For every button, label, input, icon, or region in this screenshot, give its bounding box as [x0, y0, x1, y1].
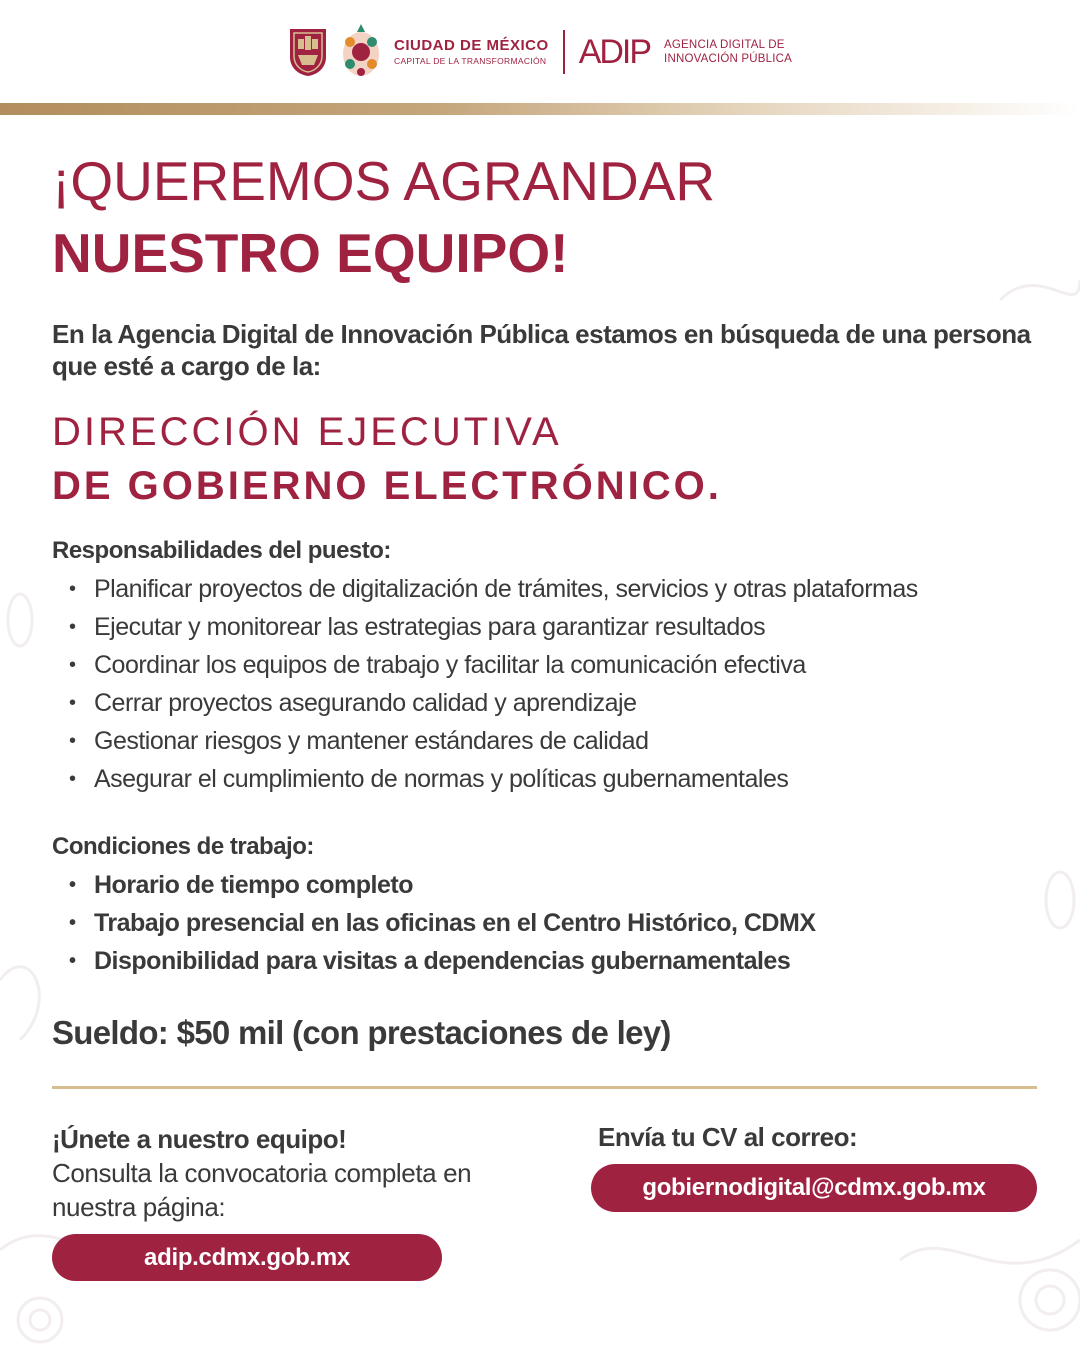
headline-line2: NUESTRO EQUIPO! — [52, 222, 569, 284]
salary-text: Sueldo: $50 mil (con prestaciones de ley) — [52, 1014, 671, 1051]
list-item: • Cerrar proyectos asegurando calidad y aprendizaje — [62, 684, 918, 722]
intro-agency-name: Agencia Digital de Innovación Pública — [117, 319, 569, 349]
bullet-icon: • — [69, 692, 76, 714]
bullet-icon: • — [69, 768, 76, 790]
email-link-button[interactable]: gobiernodigital@cdmx.gob.mx — [591, 1164, 1037, 1212]
list-item: • Horario de tiempo completo — [62, 866, 816, 904]
intro-paragraph — [52, 318, 1042, 382]
section-divider — [52, 1086, 1037, 1089]
list-item: • Ejecutar y monitorear las estrategias para garantizar resultados — [62, 608, 918, 646]
position-title-line2: DE GOBIERNO ELECTRÓNICO. — [52, 464, 722, 508]
bullet-icon: • — [69, 874, 76, 896]
city-subtitle: CAPITAL DE LA TRANSFORMACIÓN — [394, 56, 547, 66]
logo-group — [288, 22, 792, 82]
bullet-icon: • — [69, 578, 76, 600]
list-item: • Coordinar los equipos de trabajo y facilitar la comunicación efectiva — [62, 646, 918, 684]
cdmx-flower-logo-icon — [338, 22, 384, 82]
list-item: • Planificar proyectos de digitalización de trámites, servicios y otras plataformas — [62, 570, 918, 608]
agency-wordmark — [664, 38, 792, 66]
header-bar — [0, 0, 1080, 100]
join-text: Consulta la convocatoria completa en nuestra página: — [52, 1158, 472, 1222]
agency-name-line1: AGENCIA DIGITAL DE — [664, 39, 785, 51]
responsibilities-list — [62, 570, 918, 798]
logo-divider — [563, 30, 565, 74]
conditions-list — [62, 866, 816, 980]
responsibilities-heading: Responsabilidades del puesto: — [52, 537, 391, 564]
list-item: • Asegurar el cumplimiento de normas y políticas gubernamentales — [62, 760, 918, 798]
conditions-heading: Condiciones de trabajo: — [52, 833, 314, 860]
join-title: ¡Únete a nuestro equipo! — [52, 1124, 347, 1154]
send-cv-label: Envía tu CV al correo: — [598, 1122, 858, 1152]
agency-name-line2: INNOVACIÓN PÚBLICA — [664, 53, 793, 65]
cdmx-coat-of-arms-icon — [288, 27, 328, 77]
list-item: • Gestionar riesgos y mantener estándares de calidad — [62, 722, 918, 760]
city-title: CIUDAD DE MÉXICO — [394, 37, 549, 54]
website-link-button[interactable]: adip.cdmx.gob.mx — [52, 1234, 442, 1281]
adip-logo-mark: ADIP — [578, 32, 651, 71]
position-title-line1: DIRECCIÓN EJECUTIVA — [52, 410, 562, 454]
bullet-icon: • — [69, 616, 76, 638]
gold-accent-bar — [0, 103, 1080, 115]
list-item: • Disponibilidad para visitas a dependencias gubernamentales — [62, 942, 816, 980]
cdmx-wordmark — [394, 37, 549, 67]
intro-prefix: En la — [52, 319, 118, 349]
bullet-icon: • — [69, 950, 76, 972]
list-item: • Trabajo presencial en las oficinas en el Centro Histórico, CDMX — [62, 904, 816, 942]
headline-line1: ¡QUEREMOS AGRANDAR — [52, 150, 716, 212]
bullet-icon: • — [69, 912, 76, 934]
bullet-icon: • — [69, 654, 76, 676]
intro-suffix: estamos en búsqueda de una persona que esté a cargo de la: — [52, 319, 1031, 381]
bullet-icon: • — [69, 730, 76, 752]
